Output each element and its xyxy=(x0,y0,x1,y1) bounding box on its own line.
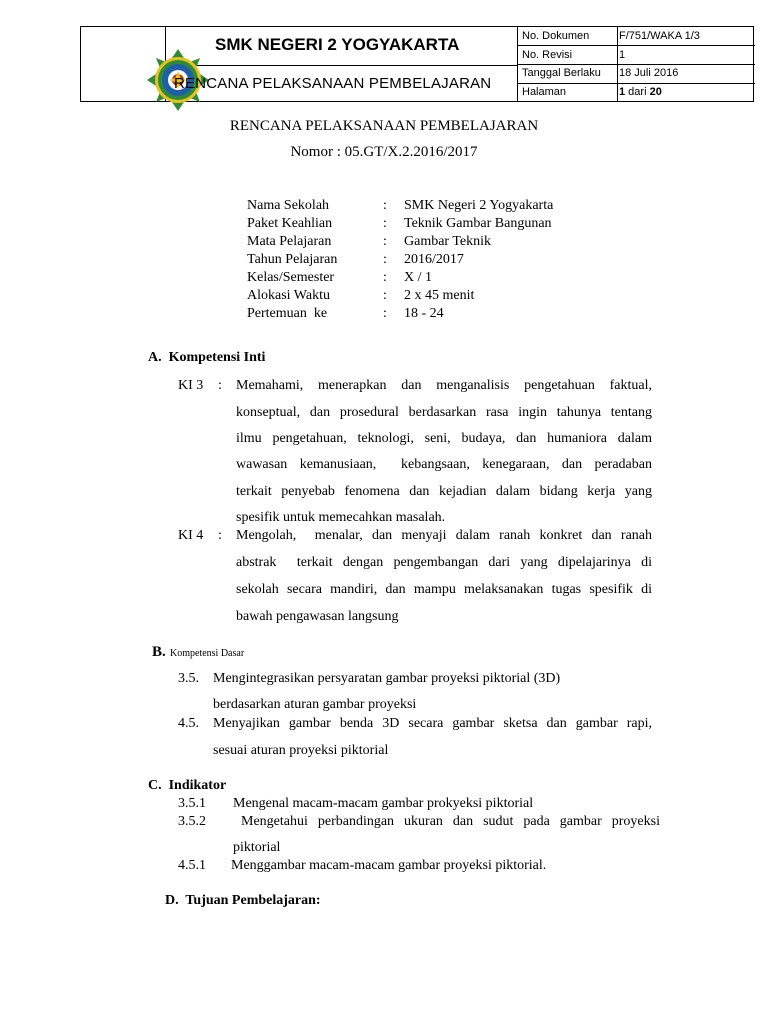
identity-label: Alokasi Waktu xyxy=(247,288,330,303)
identity-label: Mata Pelajaran xyxy=(247,234,332,249)
ki4-code: KI 4 xyxy=(178,528,204,543)
document-title-header: RENCANA PELAKSANAAN PEMBELAJARAN xyxy=(174,75,492,92)
meta-label-no-revisi: No. Revisi xyxy=(522,49,573,61)
identity-value: X / 1 xyxy=(404,270,432,285)
school-name-header: SMK NEGERI 2 YOGYAKARTA xyxy=(215,35,460,54)
identity-separator: : xyxy=(383,216,387,231)
ki4-text-line: sekolah secara mandiri, dan mampu melaksanakan tugas spesifik di xyxy=(236,582,652,597)
section-heading-indikator: C. Indikator xyxy=(148,778,227,793)
identity-value: 18 - 24 xyxy=(404,306,444,321)
kd-text-line: Menyajikan gambar benda 3D secara gambar sketsa dan gambar rapi, xyxy=(213,716,652,731)
indicator-number: 3.5.1 xyxy=(178,796,206,811)
meta-value-no-dokumen: F/751/WAKA 1/3 xyxy=(619,30,700,42)
identity-label: Pertemuan ke xyxy=(247,306,328,321)
indicator-text: Menggambar macam-macam gambar proyeksi piktorial. xyxy=(231,858,547,873)
section-heading-kompetensi-inti: A. Kompetensi Inti xyxy=(148,350,266,365)
indicator-text: Mengetahui perbandingan ukuran dan sudut pada gambar proyeksi xyxy=(241,814,660,829)
page-title: RENCANA PELAKSANAAN PEMBELAJARAN xyxy=(229,118,539,134)
identity-value: SMK Negeri 2 Yogyakarta xyxy=(404,198,554,213)
document-number: Nomor : 05.GT/X.2.2016/2017 xyxy=(290,144,478,160)
section-heading-tujuan-pembelajaran: D. Tujuan Pembelajaran: xyxy=(165,893,321,908)
indicator-number: 3.5.2 xyxy=(178,814,206,829)
ki3-separator: : xyxy=(218,378,222,393)
kd-text-line: berdasarkan aturan gambar proyeksi xyxy=(213,697,417,712)
ki4-text-line: bawah pengawasan langsung xyxy=(236,609,399,624)
identity-separator: : xyxy=(383,270,387,285)
ki3-text-line: ilmu pengetahuan, teknologi, seni, budaya, dan humaniora dalam xyxy=(236,431,652,446)
indicator-text-continued: piktorial xyxy=(233,840,281,855)
ki4-separator: : xyxy=(218,528,222,543)
identity-separator: : xyxy=(383,252,387,267)
kd-number: 3.5. xyxy=(178,671,199,686)
identity-label: Paket Keahlian xyxy=(247,216,333,231)
kd-number: 4.5. xyxy=(178,716,199,731)
ki3-code: KI 3 xyxy=(178,378,204,393)
meta-value-tanggal-berlaku: 18 Juli 2016 xyxy=(619,67,679,79)
section-heading-kompetensi-dasar: Kompetensi Dasar xyxy=(170,648,245,659)
meta-value-no-revisi: 1 xyxy=(619,49,626,61)
ki3-text-line: wawasan kemanusiaan, kebangsaan, kenegaraan, dan peradaban xyxy=(236,457,652,472)
kd-text-line: sesuai aturan proyeksi piktorial xyxy=(213,743,389,758)
indicator-text: Mengenal macam-macam gambar prokyeksi piktorial xyxy=(233,796,534,811)
ki3-text-line: Memahami, menerapkan dan menganalisis pengetahuan faktual, xyxy=(236,378,652,393)
meta-label-tanggal-berlaku: Tanggal Berlaku xyxy=(522,67,601,79)
identity-label: Nama Sekolah xyxy=(247,198,330,213)
identity-value: Gambar Teknik xyxy=(404,234,492,249)
kd-text-line: Mengintegrasikan persyaratan gambar proyeksi piktorial (3D) xyxy=(213,671,561,686)
ki4-text-line: abstrak terkait dengan pengembangan dari yang dipelajarinya di xyxy=(236,555,652,570)
identity-separator: : xyxy=(383,198,387,213)
ki3-text-line: konseptual, dan prosedural berdasarkan rasa ingin tahunya tentang xyxy=(236,405,652,420)
ki3-text-line: spesifik untuk memecahkan masalah. xyxy=(236,510,446,525)
identity-label: Tahun Pelajaran xyxy=(247,252,338,267)
identity-value: 2016/2017 xyxy=(404,252,464,267)
identity-separator: : xyxy=(383,288,387,303)
meta-label-no-dokumen: No. Dokumen xyxy=(522,30,590,42)
identity-value: 2 x 45 menit xyxy=(404,288,475,303)
meta-label-halaman: Halaman xyxy=(522,86,567,98)
identity-label: Kelas/Semester xyxy=(247,270,335,285)
identity-separator: : xyxy=(383,234,387,249)
meta-value-halaman: 1 dari 20 xyxy=(619,86,662,98)
ki4-text-line: Mengolah, menalar, dan menyaji dalam ranah konkret dan ranah xyxy=(236,528,652,543)
identity-separator: : xyxy=(383,306,387,321)
ki3-text-line: terkait penyebab fenomena dan kejadian dalam bidang kerja yang xyxy=(236,484,652,499)
identity-value: Teknik Gambar Bangunan xyxy=(404,216,552,231)
indicator-number: 4.5.1 xyxy=(178,858,206,873)
section-letter-b: B. xyxy=(152,644,166,660)
